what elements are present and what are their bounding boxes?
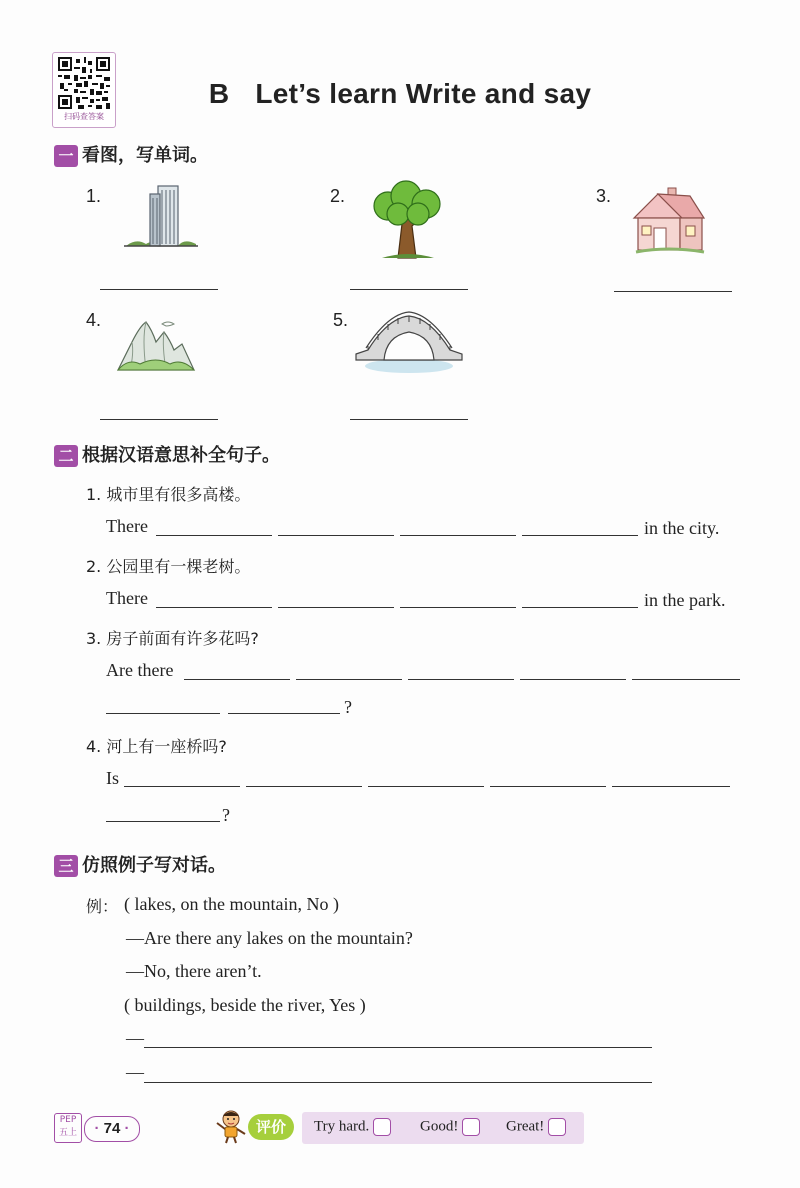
item-1-number: 1.	[86, 186, 102, 206]
example-cue: ( lakes, on the mountain, No )	[124, 894, 339, 914]
dialogue-line-1[interactable]	[144, 1047, 652, 1048]
title-text: Let’s learn Write and say	[255, 78, 592, 109]
q3-end: ?	[344, 697, 352, 717]
item-2-number: 2.	[330, 186, 346, 206]
item-5-number: 5.	[333, 310, 349, 330]
mountain-icon	[116, 316, 196, 372]
house-icon	[630, 182, 706, 256]
q1-blank[interactable]	[400, 535, 516, 536]
grade-badge-top: PEP	[59, 1115, 77, 1125]
section-letter: B	[208, 78, 230, 109]
q4-blank[interactable]	[246, 786, 362, 787]
q2-blank[interactable]	[156, 607, 272, 608]
option-try-hard-label: Try hard.	[314, 1118, 370, 1135]
building-icon	[124, 182, 198, 248]
q2-chinese: 2. 公园里有一棵老树。	[86, 557, 251, 576]
section-2-instruction: 根据汉语意思补全句子。	[82, 445, 280, 466]
answer-blank-5[interactable]	[350, 419, 468, 420]
example-label: 例：	[86, 897, 119, 916]
option-good[interactable]	[420, 1118, 480, 1136]
answer-blank-1[interactable]	[100, 289, 218, 290]
qr-caption: 扫码查答案	[64, 112, 104, 121]
answer-blank-3[interactable]	[614, 291, 732, 292]
section-1-instruction: 看图，写单词。	[82, 145, 208, 166]
task-cue: ( buildings, beside the river, Yes )	[124, 995, 366, 1015]
section-1-heading	[54, 144, 208, 168]
q1-blank[interactable]	[278, 535, 394, 536]
q3-blank[interactable]	[520, 679, 626, 680]
q1-blank[interactable]	[156, 535, 272, 536]
q1-blank[interactable]	[522, 535, 638, 536]
q1-end: in the city.	[644, 518, 720, 538]
dialogue-dash: —	[126, 1062, 144, 1082]
q2-blank[interactable]	[400, 607, 516, 608]
section-2-heading	[54, 444, 280, 468]
checkbox[interactable]	[462, 1118, 480, 1136]
q3-chinese: 3. 房子前面有许多花吗?	[86, 629, 259, 648]
q1-start: There	[106, 516, 148, 536]
q2-blank[interactable]	[278, 607, 394, 608]
q4-blank[interactable]	[368, 786, 484, 787]
mascot-icon	[214, 1108, 248, 1144]
q2-end: in the park.	[644, 590, 726, 610]
q1-chinese: 1. 城市里有很多高楼。	[86, 485, 251, 504]
option-great-label: Great!	[506, 1118, 545, 1135]
q4-blank[interactable]	[612, 786, 730, 787]
q3-blank[interactable]	[296, 679, 402, 680]
tree-icon	[368, 180, 446, 260]
answer-blank-2[interactable]	[350, 289, 468, 290]
q4-blank[interactable]	[490, 786, 606, 787]
q4-chinese: 4. 河上有一座桥吗?	[86, 737, 227, 756]
dialogue-line-2[interactable]	[144, 1082, 652, 1083]
q3-blank[interactable]	[184, 679, 290, 680]
section-3-instruction: 仿照例子写对话。	[82, 855, 226, 876]
q4-blank[interactable]	[106, 821, 220, 822]
grade-badge-bottom: 五上	[58, 1128, 77, 1138]
example-question: —Are there any lakes on the mountain?	[126, 928, 413, 948]
page-number-pill: · 74 ·	[84, 1116, 140, 1142]
option-good-label: Good!	[420, 1118, 459, 1135]
grade-badge	[54, 1113, 82, 1143]
section-1-badge: 一	[54, 145, 78, 167]
q4-start: Is	[106, 768, 119, 788]
evaluation-label: 评价	[248, 1114, 294, 1140]
dialogue-dash: —	[126, 1028, 144, 1048]
item-4-number: 4.	[86, 310, 102, 330]
q4-end: ?	[222, 805, 230, 825]
section-2-badge: 二	[54, 445, 78, 467]
page-title	[0, 78, 800, 110]
q2-blank[interactable]	[522, 607, 638, 608]
section-3-heading	[54, 854, 226, 878]
section-3-badge: 三	[54, 855, 78, 877]
checkbox[interactable]	[548, 1118, 566, 1136]
page-number: 74	[103, 1120, 121, 1137]
example-answer: —No, there aren’t.	[126, 961, 262, 981]
item-3-number: 3.	[596, 186, 612, 206]
option-try-hard[interactable]	[314, 1118, 391, 1136]
q2-start: There	[106, 588, 148, 608]
answer-blank-4[interactable]	[100, 419, 218, 420]
checkbox[interactable]	[373, 1118, 391, 1136]
q3-blank[interactable]	[408, 679, 514, 680]
q3-blank[interactable]	[632, 679, 740, 680]
q3-start: Are there	[106, 660, 174, 680]
bridge-icon	[354, 310, 464, 376]
q4-blank[interactable]	[124, 786, 240, 787]
q3-blank[interactable]	[228, 713, 340, 714]
option-great[interactable]	[506, 1118, 566, 1136]
q3-blank[interactable]	[106, 713, 220, 714]
